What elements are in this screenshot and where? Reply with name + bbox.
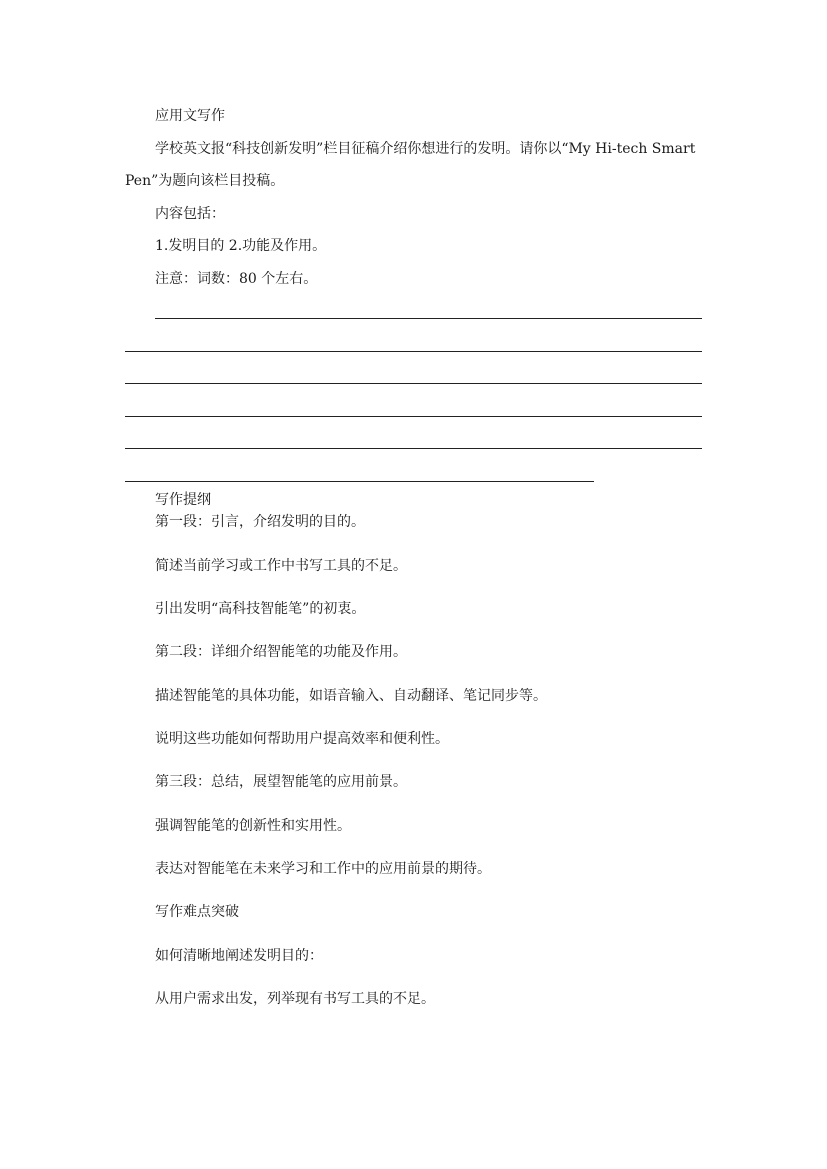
answer-line-6: [125, 481, 594, 482]
outline-paragraph-1-point-b: 引出发明“高科技智能笔”的初衷。: [155, 601, 366, 617]
outline-title: 写作提纲: [155, 492, 211, 508]
difficulty-question-1: 如何清晰地阐述发明目的：: [155, 948, 323, 964]
prompt-line-2: Pen”为题向该栏目投稿。: [125, 173, 285, 189]
outline-paragraph-3-point-a: 强调智能笔的创新性和实用性。: [155, 818, 351, 834]
word-count-note: 注意：词数：80 个左右。: [155, 271, 318, 287]
outline-paragraph-1: 第一段：引言，介绍发明的目的。: [155, 514, 365, 530]
outline-paragraph-2-point-b: 说明这些功能如何帮助用户提高效率和便利性。: [155, 731, 449, 747]
answer-line-5: [125, 448, 702, 449]
difficulty-title: 写作难点突破: [155, 904, 239, 920]
difficulty-answer-1: 从用户需求出发，列举现有书写工具的不足。: [155, 991, 435, 1007]
outline-paragraph-2-point-a: 描述智能笔的具体功能，如语音输入、自动翻译、笔记同步等。: [155, 688, 547, 704]
answer-line-2: [125, 351, 702, 352]
section-title: 应用文写作: [155, 108, 225, 124]
outline-paragraph-1-point-a: 简述当前学习或工作中书写工具的不足。: [155, 558, 407, 574]
content-items: 1.发明目的 2.功能及作用。: [155, 238, 327, 254]
outline-paragraph-3: 第三段：总结，展望智能笔的应用前景。: [155, 774, 407, 790]
content-label: 内容包括：: [155, 206, 225, 222]
answer-line-3: [125, 383, 702, 384]
answer-line-4: [125, 416, 702, 417]
outline-paragraph-2: 第二段：详细介绍智能笔的功能及作用。: [155, 644, 407, 660]
answer-line-1: [155, 318, 702, 319]
outline-paragraph-3-point-b: 表达对智能笔在未来学习和工作中的应用前景的期待。: [155, 861, 491, 877]
prompt-line-1: 学校英文报“科技创新发明”栏目征稿介绍你想进行的发明。请你以“My Hi-tech Smart: [155, 141, 696, 157]
